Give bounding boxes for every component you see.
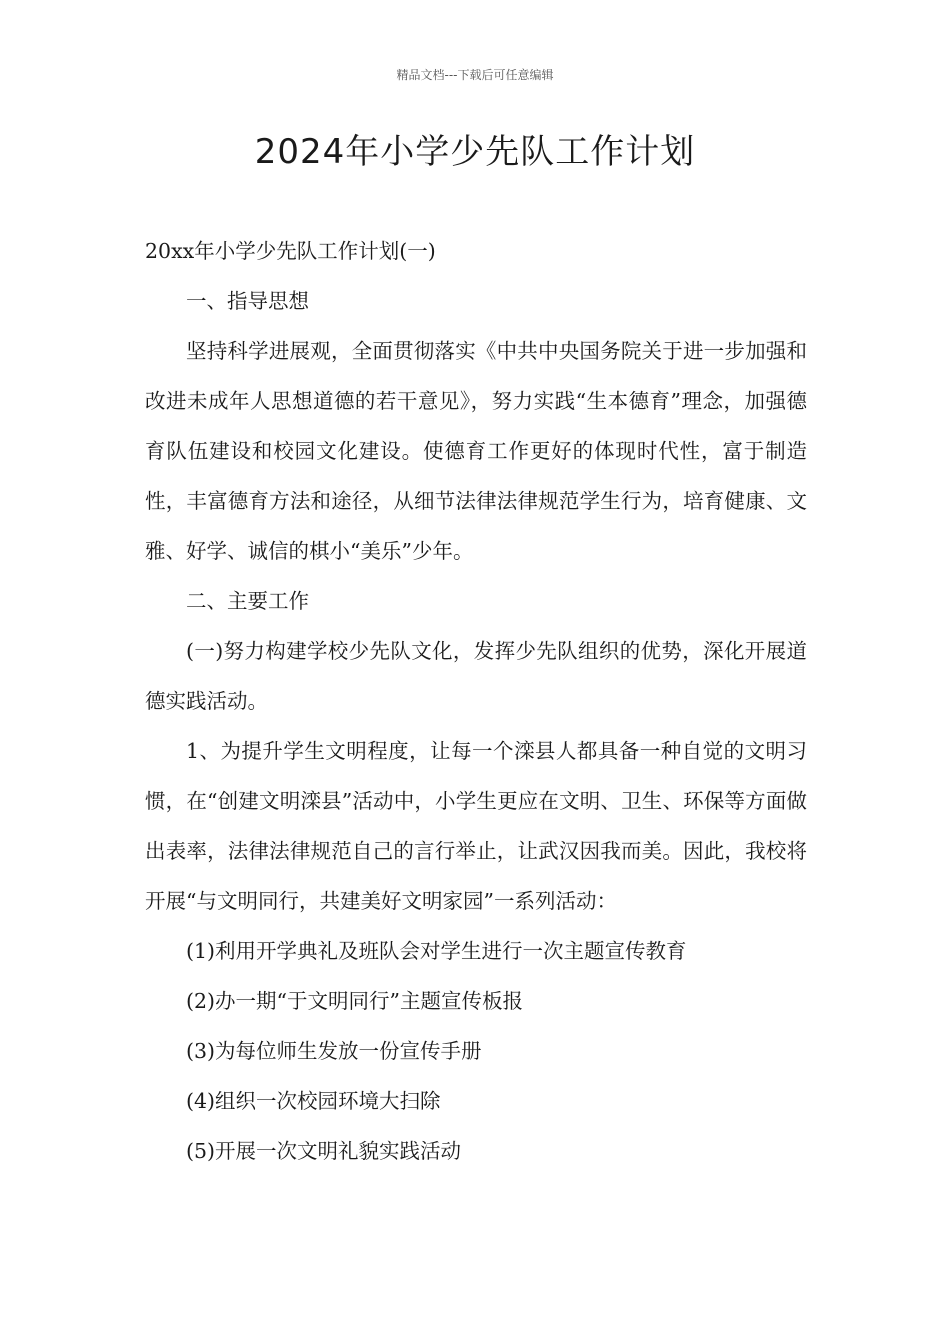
paragraph: 1、为提升学生文明程度，让每一个滦县人都具备一种自觉的文明习惯，在“创建文明滦县”活动中，小学生更应在文明、卫生、环保等方面做出表率，法律法律规范自己的言行举止，让武汉因我而美。因此，我校将开展“与文明同行，共建美好文明家园”一系列活动：	[145, 739, 807, 913]
paragraph: 20xx年小学少先队工作计划(一)	[145, 239, 436, 263]
paragraph: (2)办一期“于文明同行”主题宣传板报	[186, 989, 523, 1013]
paragraph: (5)开展一次文明礼貌实践活动	[186, 1139, 462, 1163]
document-title: 2024年小学少先队工作计划	[254, 132, 696, 172]
paragraph: 二、主要工作	[186, 589, 309, 613]
paragraph: 一、指导思想	[186, 289, 309, 313]
header-note: 精品文档---下载后可任意编辑	[396, 68, 554, 82]
paragraph: (3)为每位师生发放一份宣传手册	[186, 1039, 482, 1063]
document-body	[145, 226, 807, 1176]
paragraph: (一)努力构建学校少先队文化，发挥少先队组织的优势，深化开展道德实践活动。	[145, 639, 807, 713]
paragraph: (1)利用开学典礼及班队会对学生进行一次主题宣传教育	[186, 939, 687, 963]
paragraph: (4)组织一次校园环境大扫除	[186, 1089, 441, 1113]
paragraph: 坚持科学进展观，全面贯彻落实《中共中央国务院关于进一步加强和改进未成年人思想道德的若干意见》，努力实践“生本德育”理念，加强德育队伍建设和校园文化建设。使德育工作更好的体现时代性，富于制造性，丰富德育方法和途径，从细节法律法律规范学生行为，培育健康、文雅、好学、诚信的棋小“美乐”少年。	[145, 339, 807, 563]
